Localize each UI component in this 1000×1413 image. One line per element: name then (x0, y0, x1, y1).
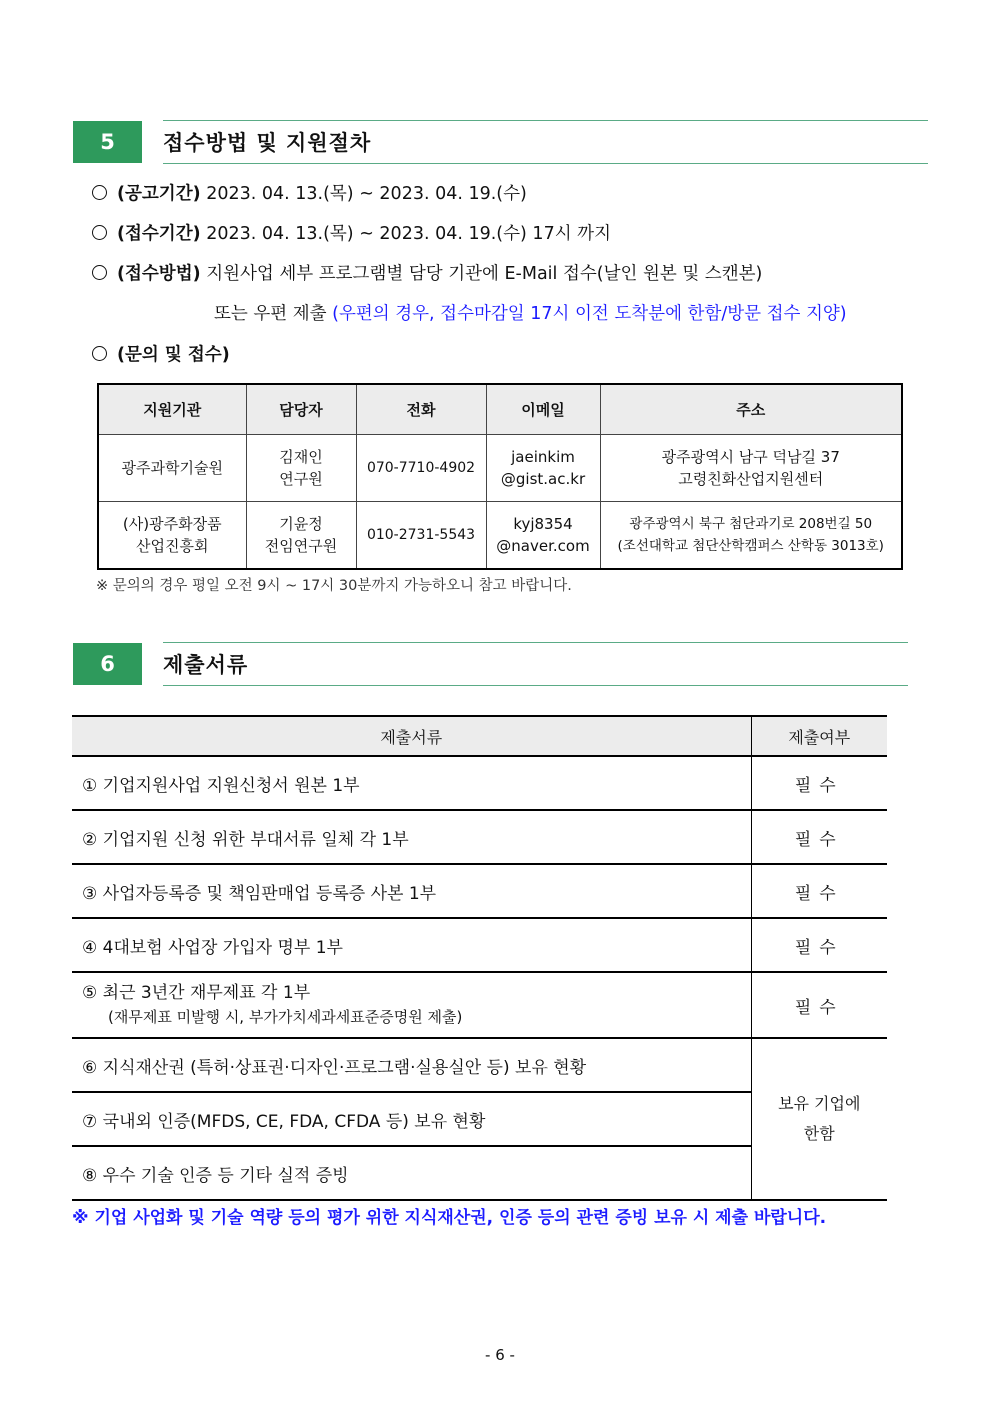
divider (163, 642, 908, 643)
table-header-row (72, 716, 887, 756)
page-number: - 6 - (485, 1346, 515, 1364)
circle-bullet-icon (92, 185, 107, 200)
org-cell: 광주과학기술원 (98, 435, 246, 502)
divider (163, 685, 908, 686)
document-cell: ⑧ 우수 기술 인증 등 기타 실적 증빙 (72, 1146, 751, 1200)
final-note: ※ 기업 사업화 및 기술 역량 등의 평가 위한 지식재산권, 인증 등의 관련 증빙 보유 시 제출 바랍니다. (72, 1208, 827, 1228)
status-cell: 필수 (751, 972, 887, 1038)
org-line: 산업진흥회 (136, 537, 209, 555)
document-cell: ② 기업지원 신청 위한 부대서류 일체 각 1부 (72, 810, 751, 864)
document-cell: ⑥ 지식재산권 (특허·상표권·디자인·프로그램·실용실안 등) 보유 현황 (72, 1038, 751, 1092)
phone-cell: 010-2731-5543 (356, 502, 486, 570)
documents-table (72, 715, 887, 1201)
item-announcement-period (92, 180, 527, 205)
contact-table (97, 383, 903, 570)
address-line: 광주광역시 북구 첨단과기로 208번길 50 (629, 516, 873, 532)
status-cell: 필수 (751, 918, 887, 972)
divider (163, 163, 928, 164)
person-title: 연구원 (279, 470, 323, 488)
person-name: 기윤정 (279, 515, 323, 533)
section-5-header (73, 121, 928, 163)
header-cell: 전화 (356, 384, 486, 435)
header-cell: 이메일 (486, 384, 600, 435)
item-label: (접수방법) (117, 264, 201, 284)
document-subtext: (재무제표 미발행 시, 부가가치세과세표준증명원 제출) (108, 1008, 463, 1026)
item-submission-method (92, 260, 762, 285)
method-text: 또는 우편 제출 (214, 304, 333, 324)
item-label: (접수기간) (117, 224, 201, 244)
address-line: (조선대학교 첨단산학캠퍼스 산학동 3013호) (617, 538, 884, 554)
org-line: (사)광주화장품 (122, 515, 222, 533)
item-submission-method-cont (214, 300, 847, 325)
document-cell: ⑦ 국내외 인증(MFDS, CE, FDA, CFDA 등) 보유 현황 (72, 1092, 751, 1146)
table-row (98, 502, 902, 570)
section-title: 접수방법 및 지원절차 (163, 131, 372, 155)
status-cell-merged (751, 1038, 887, 1200)
table-header-row (98, 384, 902, 435)
circle-bullet-icon (92, 265, 107, 280)
document-cell: ① 기업지원사업 지원신청서 원본 1부 (72, 756, 751, 810)
document-cell: ③ 사업자등록증 및 책임판매업 등록증 사본 1부 (72, 864, 751, 918)
address-cell (600, 502, 902, 570)
item-text: 2023. 04. 13.(목) ~ 2023. 04. 19.(수) 17시 까지 (200, 224, 611, 244)
status-cell: 필수 (751, 756, 887, 810)
phone-cell: 070-7710-4902 (356, 435, 486, 502)
section-number: 6 (73, 643, 142, 685)
table-row (72, 810, 887, 864)
person-cell (246, 435, 356, 502)
section-title: 제출서류 (163, 653, 249, 677)
contact-note: ※ 문의의 경우 평일 오전 9시 ~ 17시 30분까지 가능하오니 참고 바랍니다. (96, 578, 572, 594)
item-text: 2023. 04. 13.(목) ~ 2023. 04. 19.(수) (200, 184, 527, 204)
status-line: 보유 기업에 (778, 1094, 861, 1113)
email-cell (486, 435, 600, 502)
header-cell: 주소 (600, 384, 902, 435)
table-row (72, 1038, 887, 1092)
email-domain: @gist.ac.kr (500, 470, 586, 488)
address-cell (600, 435, 902, 502)
person-cell (246, 502, 356, 570)
section-6-header (73, 643, 908, 685)
circle-bullet-icon (92, 225, 107, 240)
header-cell: 제출서류 (72, 716, 751, 756)
item-inquiry (92, 341, 230, 366)
table-row (98, 435, 902, 502)
email-user: kyj8354 (513, 515, 573, 533)
table-row (72, 756, 887, 810)
status-cell: 필수 (751, 810, 887, 864)
method-note: (우편의 경우, 접수마감일 17시 이전 도착분에 한함/방문 접수 지양) (332, 304, 847, 324)
item-submission-period (92, 220, 611, 245)
header-cell: 지원기관 (98, 384, 246, 435)
email-user: jaeinkim (511, 448, 575, 466)
item-label: (문의 및 접수) (117, 345, 230, 365)
status-cell: 필수 (751, 864, 887, 918)
address-line: 고령친화산업지원센터 (678, 470, 824, 488)
item-text: 지원사업 세부 프로그램별 담당 기관에 E-Mail 접수(날인 원본 및 스캔본) (200, 264, 763, 284)
document-text: ⑤ 최근 3년간 재무제표 각 1부 (82, 983, 311, 1003)
circle-bullet-icon (92, 346, 107, 361)
item-label: (공고기간) (117, 184, 201, 204)
table-row (72, 972, 887, 1038)
address-line: 광주광역시 남구 덕남길 37 (661, 448, 840, 466)
org-cell (98, 502, 246, 570)
header-cell: 담당자 (246, 384, 356, 435)
table-row (72, 918, 887, 972)
header-cell: 제출여부 (751, 716, 887, 756)
person-title: 전임연구원 (264, 537, 338, 555)
document-cell (72, 972, 751, 1038)
section-number: 5 (73, 121, 142, 163)
table-row (72, 864, 887, 918)
person-name: 김재인 (279, 448, 323, 466)
email-domain: @naver.com (496, 537, 590, 555)
document-cell: ④ 4대보험 사업장 가입자 명부 1부 (72, 918, 751, 972)
status-line: 한함 (803, 1124, 835, 1143)
email-cell (486, 502, 600, 570)
